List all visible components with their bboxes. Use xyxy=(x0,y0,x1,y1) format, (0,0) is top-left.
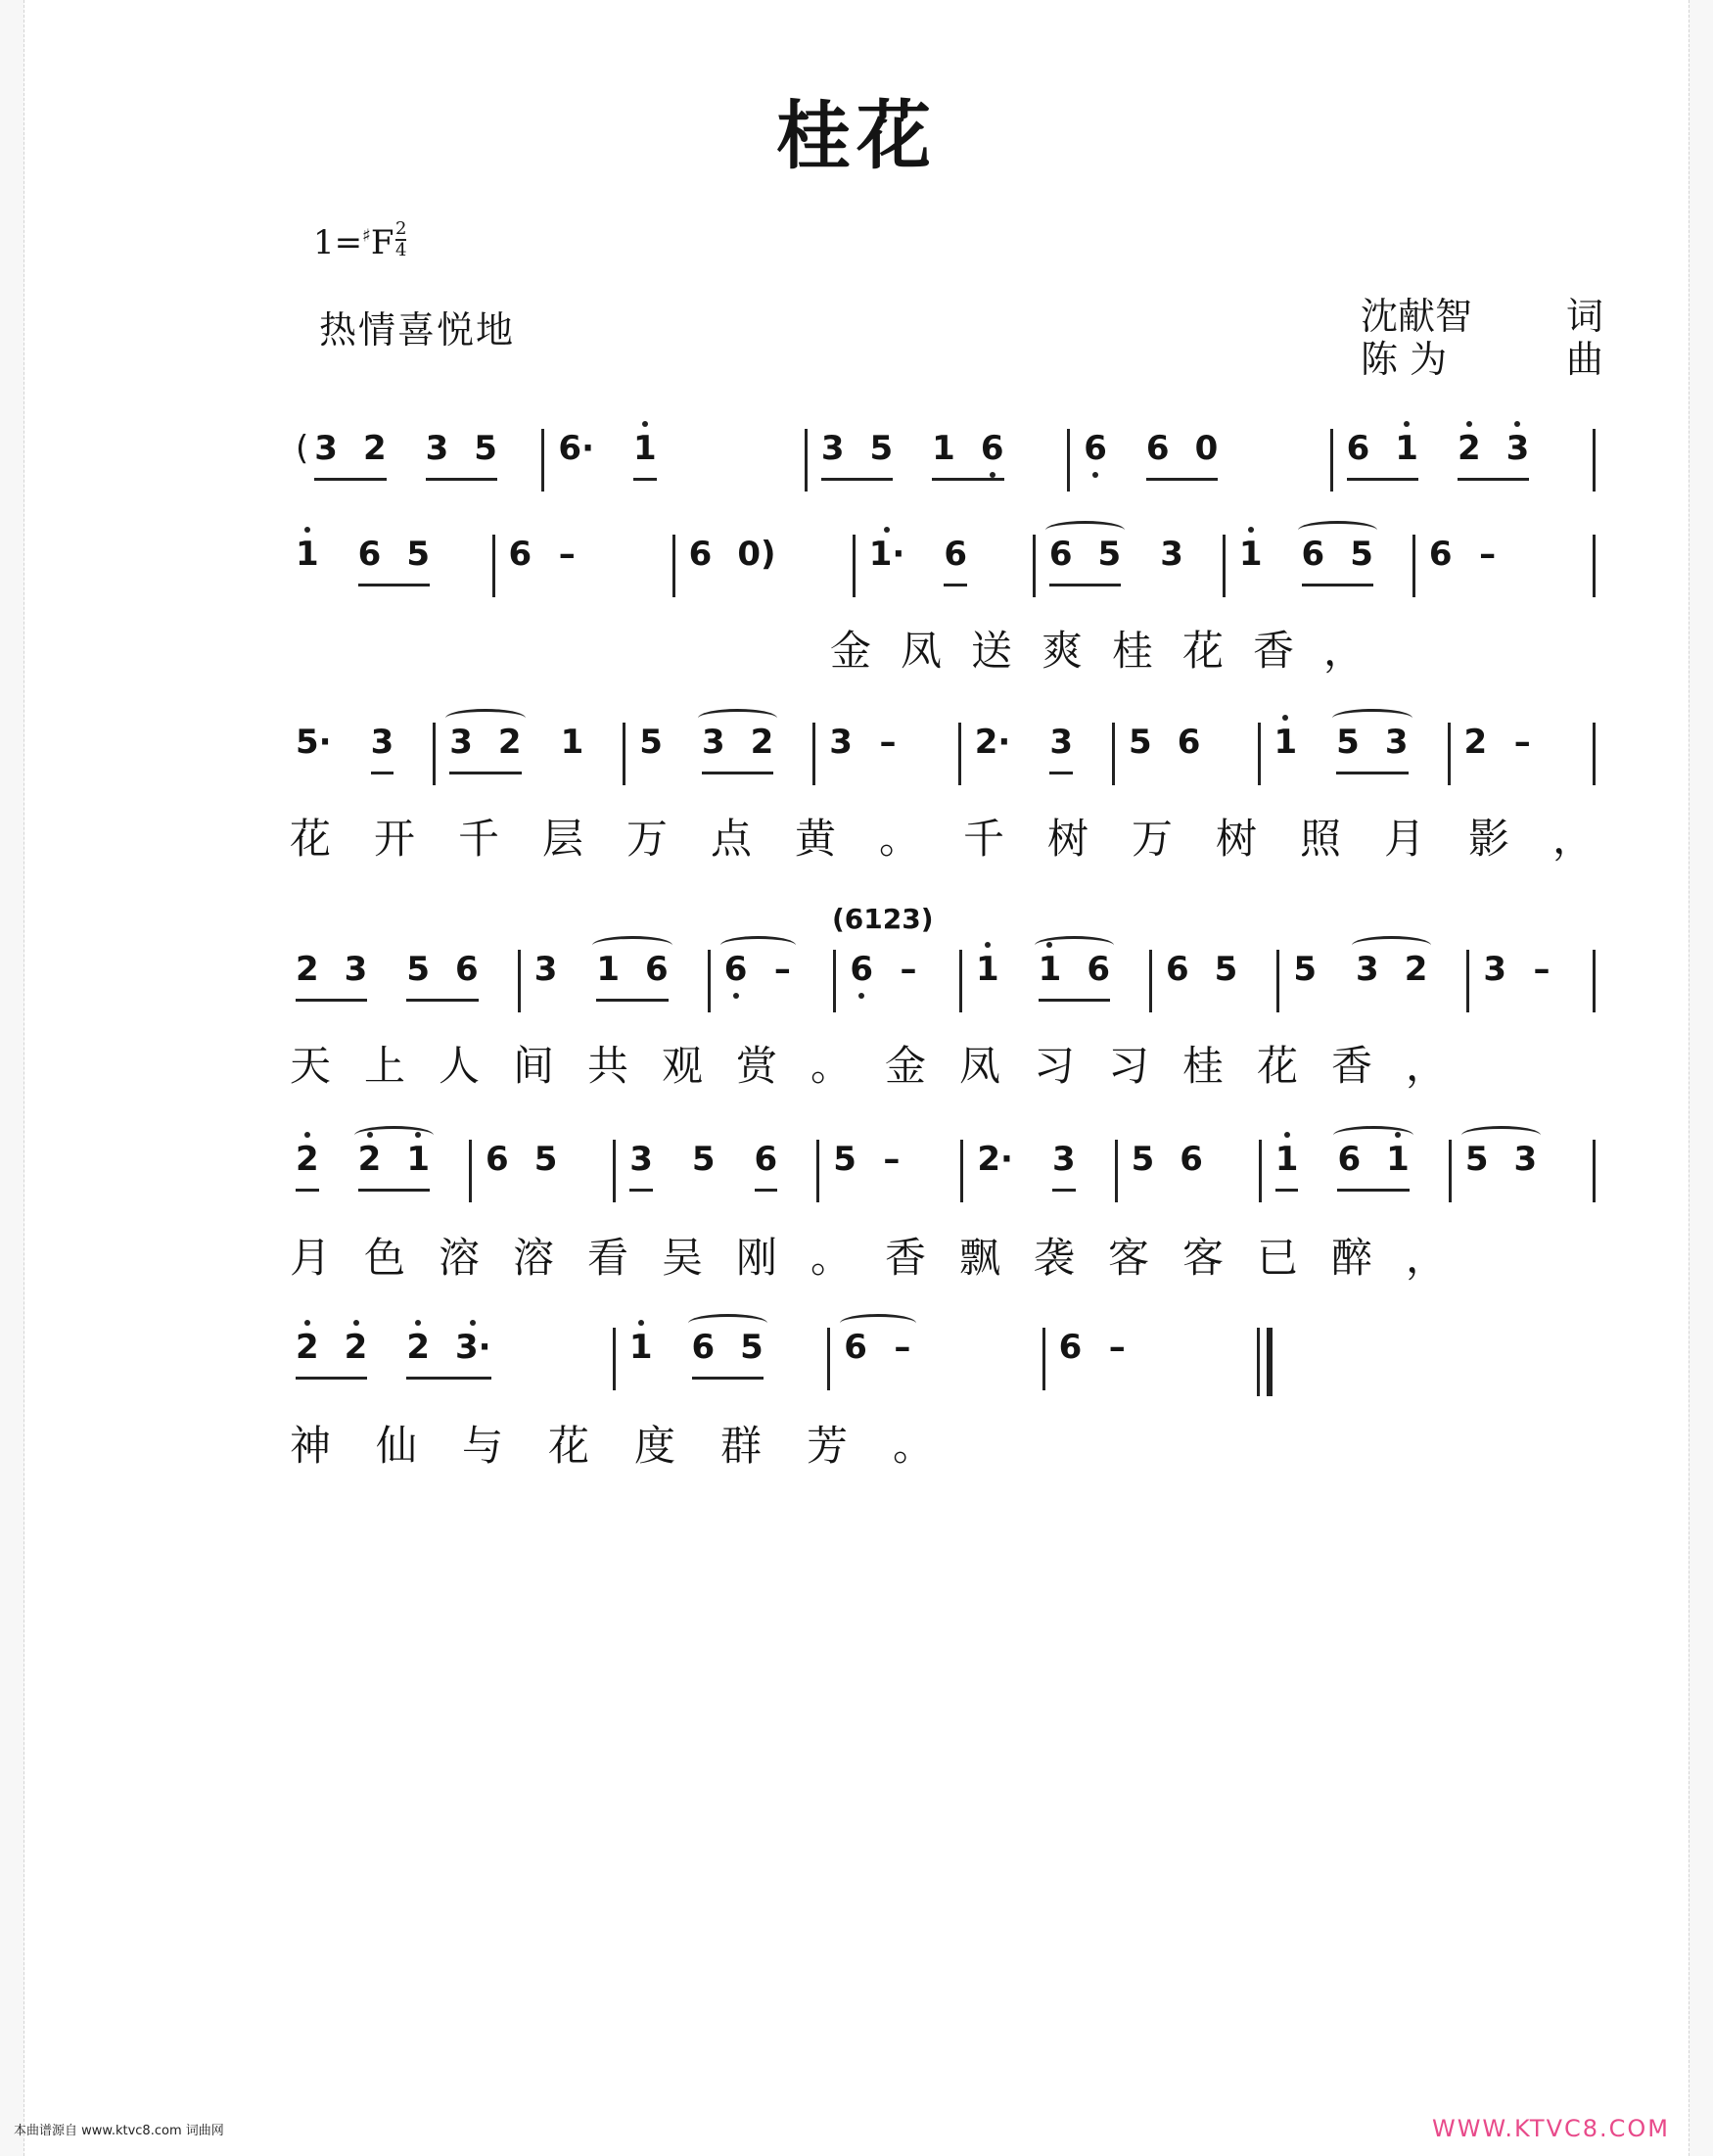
lyricist-role: 词 xyxy=(1566,295,1604,338)
measure: 6· 1 xyxy=(541,429,804,492)
measure: 3 – xyxy=(812,723,957,785)
measure: 6 5 xyxy=(469,1140,613,1202)
measure: 5· 3 xyxy=(294,723,433,785)
measure: 3 5 1 6 xyxy=(805,429,1067,492)
score-line-1 xyxy=(294,429,1596,492)
measure: 6 – xyxy=(833,950,959,1012)
measure: 3 2 1 xyxy=(433,723,623,785)
measure: 5 6 xyxy=(1112,723,1257,785)
composer-name: 陈 为 xyxy=(1361,338,1448,381)
measure: 6 6 0 xyxy=(1067,429,1329,492)
lyrics-line-2: 金凤送爽桂花香， xyxy=(830,627,1395,675)
footer-source-note: 本曲谱源自 www.ktvc8.com 词曲网 xyxy=(14,2124,224,2138)
tempo-marking: 热情喜悦地 xyxy=(319,308,516,352)
measure: 6 – xyxy=(827,1328,1042,1390)
right-margin-strip xyxy=(1689,0,1713,2156)
time-signature: $\frac{2}{4}$ xyxy=(395,218,407,260)
score-line-6 xyxy=(294,1328,1273,1396)
measure: ( 3 2 3 5 xyxy=(294,429,541,492)
measure: 2· 3 xyxy=(958,723,1112,785)
measure: 6 5 xyxy=(1149,950,1276,1012)
score-line-2 xyxy=(294,535,1596,597)
measure: 2· 3 xyxy=(960,1140,1114,1202)
measure: 2 3 5 6 xyxy=(294,950,518,1012)
measure: 5 3 xyxy=(1449,1140,1593,1202)
lyrics-line-6: 神仙与花度群芳。 xyxy=(290,1422,980,1470)
measure: 3 5 6 xyxy=(613,1140,816,1202)
grace-notes: (6123) xyxy=(832,903,934,935)
lyrics-line-5: 月色溶溶看吴刚。香飘袭客客已醉， xyxy=(290,1234,1481,1282)
left-margin-strip xyxy=(0,0,24,2156)
measure: 2 – xyxy=(1448,723,1593,785)
measure: 5 3 2 xyxy=(1276,950,1466,1012)
measure: 1 1 6 xyxy=(959,950,1149,1012)
measure: 2 2 1 xyxy=(294,1140,469,1202)
measure: 6 5 3 xyxy=(1033,535,1223,597)
lyrics-line-4: 天上人间共观赏。金凤习习桂花香， xyxy=(290,1042,1481,1090)
composer-role: 曲 xyxy=(1566,338,1604,381)
score-line-5 xyxy=(294,1140,1596,1202)
measure: 6 0) xyxy=(672,535,853,597)
measure: 3 – xyxy=(1466,950,1593,1012)
measure: 5 6 xyxy=(1115,1140,1259,1202)
measure: 1 6 5 xyxy=(294,535,492,597)
measure: 1 5 3 xyxy=(1258,723,1448,785)
key-signature: 1=♯F xyxy=(313,223,394,262)
measure: 1· 6 xyxy=(853,535,1033,597)
measure: 1 6 1 xyxy=(1259,1140,1449,1202)
score-line-4 xyxy=(294,950,1596,1012)
measure: 6 – xyxy=(708,950,834,1012)
measure: 6 1 2 3 xyxy=(1330,429,1593,492)
measure: 2 2 2 3· xyxy=(294,1328,613,1390)
watermark-logo: WWW.KTVC8.COM xyxy=(1431,2115,1670,2142)
measure: 3 1 6 xyxy=(518,950,708,1012)
measure: 6 – xyxy=(492,535,672,597)
measure: 5 3 2 xyxy=(623,723,812,785)
lyrics-line-3: 花开千层万点黄。千树万树照月影， xyxy=(290,815,1638,863)
measure: 6 – xyxy=(1412,535,1593,597)
measure: 1 6 5 xyxy=(613,1328,827,1390)
lyricist-name: 沈献智 xyxy=(1361,295,1473,338)
measure: 5 – xyxy=(816,1140,960,1202)
page-title: 桂花 xyxy=(776,92,937,179)
score-line-3 xyxy=(294,723,1596,785)
measure: 6 – xyxy=(1042,1328,1257,1390)
measure: 1 6 5 xyxy=(1223,535,1412,597)
